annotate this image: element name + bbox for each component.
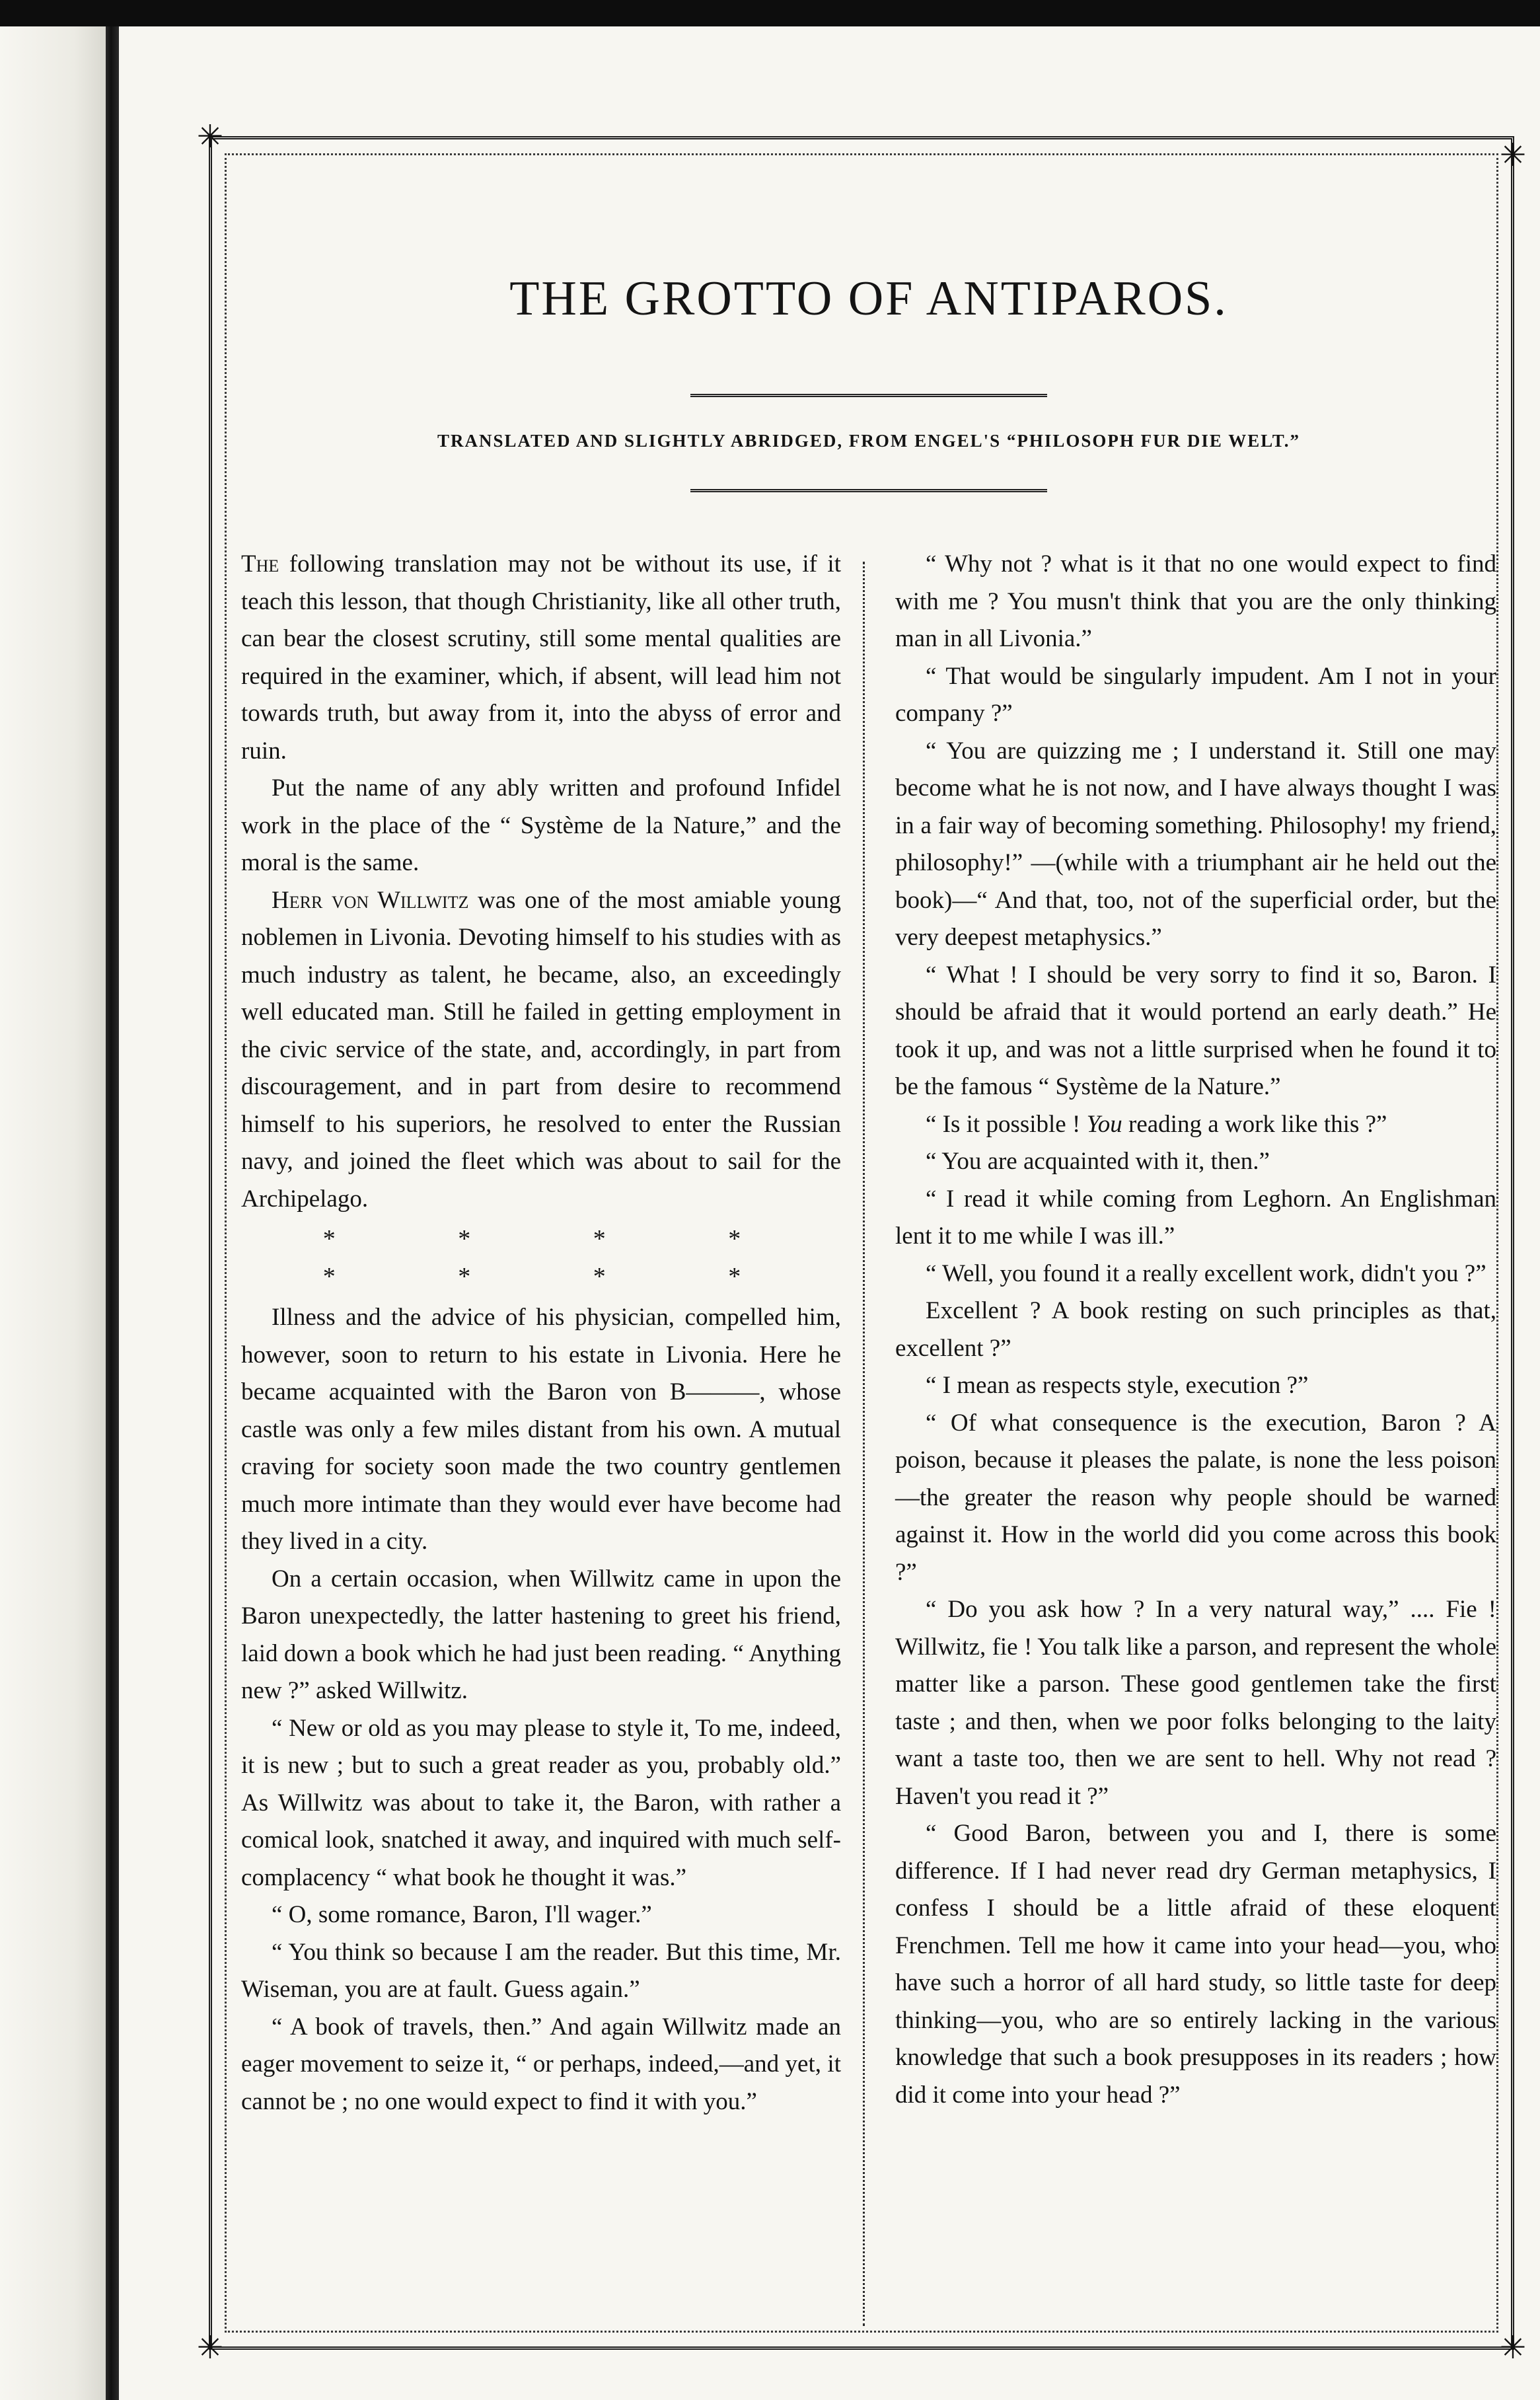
paragraph: “ Why not ? what is it that no one would expect to find with me ? You musn't think that you are the only thinking man in all Livonia.” <box>895 550 1496 652</box>
section-break-stars: * * * * * * * * <box>322 1225 799 1291</box>
paragraph: “ You are acquainted with it, then.” <box>926 1148 1270 1175</box>
corner-ornament-icon: ✳ <box>196 120 224 155</box>
subtitle-rule <box>690 489 1047 492</box>
paragraph: “ A book of travels, then.” And again Willwitz made an eager movement to seize it, “ or perhaps, indeed,—and yet, it cannot be ; no one would expect to find it with you.” <box>241 2013 841 2115</box>
paragraph: Excellent ? A book resting on such principles as that, excellent ?” <box>895 1297 1496 1362</box>
paragraph-text: following translation may not be without its use, if it teach this lesson, that though Christianity, like all other truth, can bear the closest scrutiny, still some mental qualities are required in the examiner, which, if absent, will lead him not towards truth, but away from it, into the abyss of error and ruin. <box>241 550 841 765</box>
paragraph: Put the name of any ably written and profound Infidel work in the place of the “ Système de la Nature,” and the moral is the same. <box>241 774 841 876</box>
paragraph: On a certain occasion, when Willwitz came in upon the Baron unexpectedly, the latter hastening to greet his friend, laid down a book which he had just been reading. “ Anything new ?” asked Willwitz. <box>241 1565 841 1704</box>
corner-ornament-icon: ✳ <box>196 2331 224 2366</box>
paragraph-text: “ Is it possible ! <box>926 1110 1087 1138</box>
paragraph <box>241 546 841 770</box>
book-spine-shadow <box>106 26 119 2400</box>
paragraph: Illness and the advice of his physician, compelled him, however, soon to return to his estate in Livonia. Here he became acquainted with the Baron von B———, whose castle was only a few miles distant from his own. A mutual craving for society soon made the two country gentlemen much more intimate than they would ever have become had they lived in a city. <box>241 1304 841 1555</box>
drop-lead: The <box>241 550 279 578</box>
paragraph: “ Good Baron, between you and I, there is some difference. If I had never read dry German metaphysics, I confess I should be a little afraid of these eloquent Frenchmen. Tell me how it came into your head—you, who have such a horror of all hard study, so little taste for deep thinking—you, who are so entirely lacking in the various knowledge that such a book presupposes in its readers ; how did it come into your head ?” <box>895 1820 1496 2109</box>
paragraph: “ I mean as respects style, execution ?” <box>926 1372 1309 1399</box>
corner-ornament-icon: ✳ <box>1499 2331 1527 2366</box>
paragraph: “ What ! I should be very sorry to find it so, Baron. I should be afraid that it would portend an early death.” He took it up, and was not a little surprised when he found it to be the famous “ Système de la Nature.” <box>895 961 1496 1100</box>
paragraph: “ Do you ask how ? In a very natural way,” .... Fie ! Willwitz, fie ! You talk like a parson, and represent the whole matter like a parson. These good gentlemen take the first taste ; and then, when we poor folks belonging to the laity want a taste too, then we are sent to hell. Why not read ? Haven't you read it ?” <box>895 1596 1496 1810</box>
corner-ornament-icon: ✳ <box>1499 138 1527 173</box>
paragraph: “ You are quizzing me ; I understand it. Still one may become what he is not now, and I have always thought I was in a fair way of becoming something. Philosophy! my friend, philosophy!” —(while with a triumphant air he held out the book)—“ And that, too, not of the superficial order, but the very deepest metaphysics.” <box>895 737 1496 951</box>
title-rule <box>690 394 1047 397</box>
article-subtitle: TRANSLATED AND SLIGHTLY ABRIDGED, FROM ENGEL'S “PHILOSOPH FUR DIE WELT.” <box>437 431 1300 451</box>
paragraph-text: reading a work like this ?” <box>1122 1110 1387 1138</box>
paragraph: “ O, some romance, Baron, I'll wager.” <box>272 1901 652 1928</box>
left-column <box>241 546 841 2120</box>
scan-top-edge <box>0 0 1540 26</box>
paragraph <box>895 1106 1496 1144</box>
paragraph: “ New or old as you may please to style it, To me, indeed, it is new ; but to such a great reader as you, probably old.” As Willwitz was about to take it, the Baron, with rather a comical look, snatched it away, and inquired with much self-complacency “ what book he thought it was.” <box>241 1714 841 1891</box>
paragraph: “ I read it while coming from Leghorn. An Englishman lent it to me while I was ill.” <box>895 1185 1496 1250</box>
paragraph <box>241 882 841 1219</box>
emphasis: You <box>1086 1110 1122 1138</box>
paragraph: “ Of what consequence is the execution, Baron ? A poison, because it pleases the palate, is none the less poison—the greater the reason why people should be warned against it. How in the world did you come across this book ?” <box>895 1409 1496 1586</box>
column-divider <box>863 562 865 2326</box>
article-title: THE GROTTO OF ANTIPAROS. <box>509 272 1228 326</box>
name-lead: Herr von Willwitz <box>272 886 469 914</box>
right-column <box>895 546 1496 2114</box>
paragraph: “ That would be singularly impudent. Am I not in your company ?” <box>895 662 1496 727</box>
page-gutter <box>0 26 106 2400</box>
paragraph: “ You think so because I am the reader. But this time, Mr. Wiseman, you are at fault. Guess again.” <box>241 1938 841 2003</box>
paragraph: “ Well, you found it a really excellent work, didn't you ?” <box>926 1259 1486 1287</box>
paragraph-text: was one of the most amiable young noblemen in Livonia. Devoting himself to his studies with as much industry as talent, he became, also, an exceedingly well educated man. Still he failed in getting employment in the civic service of the state, and, accordingly, in part from discouragement, and in part from desire to recommend himself to his superiors, he resolved to enter the Russian navy, and joined the fleet which was about to sail for the Archipelago. <box>241 886 841 1213</box>
